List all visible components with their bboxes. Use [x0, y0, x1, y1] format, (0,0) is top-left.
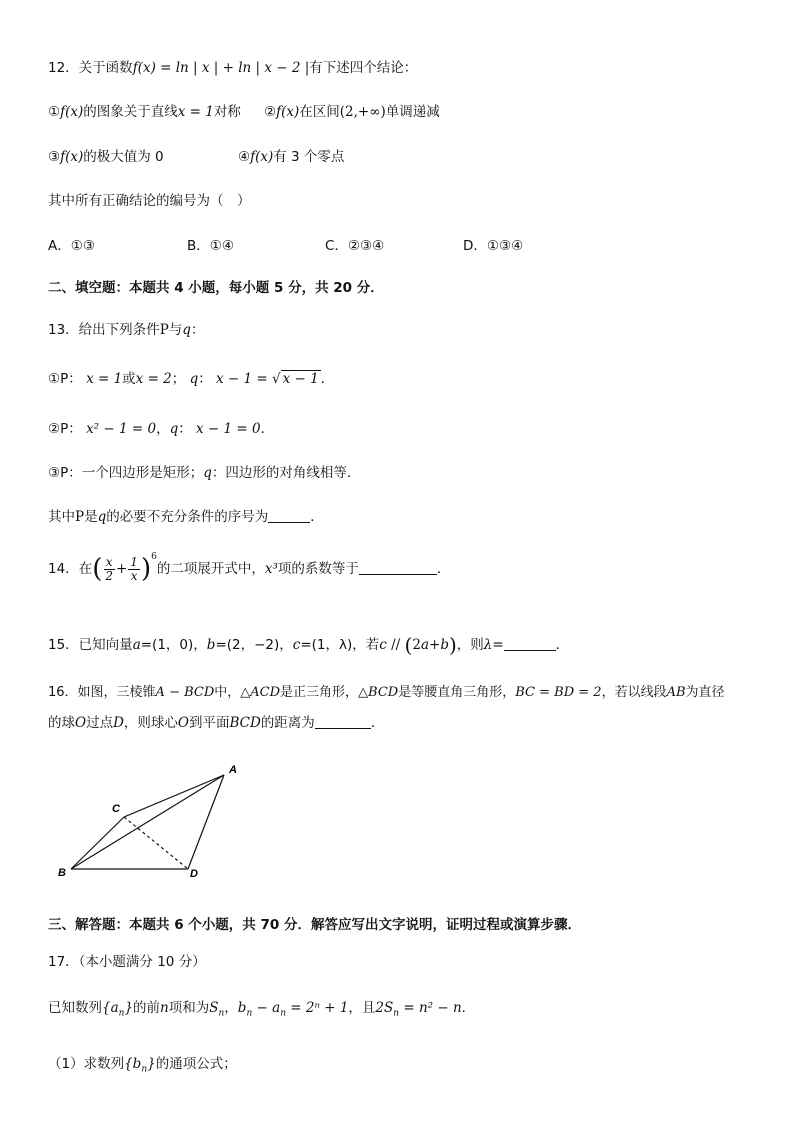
label-b: B: [58, 867, 66, 879]
plus: +: [429, 637, 441, 653]
q12-tail: 有下述四个结论：: [309, 60, 418, 76]
text: ．: [436, 561, 451, 577]
vector-c: c: [292, 637, 301, 653]
math: △ACD: [240, 685, 281, 700]
math: AB: [666, 685, 686, 700]
text: 中，: [214, 685, 241, 700]
radicand: x − 1: [282, 371, 319, 387]
text: 的前: [133, 1000, 161, 1016]
var-q: q: [189, 371, 199, 387]
q16-pyramid-figure: [44, 755, 264, 885]
section-3-heading: 三、解答题：本题共 6 个小题，共 70 分．解答应写出文字说明，证明过程或演算步骤．: [48, 917, 581, 933]
text: 的距离为: [260, 715, 315, 731]
text: ．: [310, 509, 324, 525]
edge-cd-hidden: [124, 817, 188, 869]
text: P：: [60, 421, 82, 437]
text: 对称: [213, 104, 241, 120]
math: BC = BD = 2: [515, 685, 602, 700]
numerator: 1: [130, 554, 138, 569]
var-q: q: [203, 465, 212, 481]
text: 14．在: [48, 561, 93, 577]
q12-option-a[interactable]: A．①③: [48, 238, 95, 254]
math: D: [113, 715, 124, 731]
text: ：: [178, 421, 192, 437]
q12-head: 12．关于函数: [48, 60, 133, 76]
q12-conclusion-4: [238, 145, 344, 165]
exponent: 6: [151, 552, 157, 562]
text: 的极大值为 0: [83, 149, 164, 165]
right-paren: ): [448, 633, 457, 657]
math: {a: [102, 1000, 119, 1016]
math: − a: [252, 1000, 281, 1016]
circled-1: ①: [48, 104, 61, 120]
var-p: P: [159, 322, 169, 338]
q16-stem-line-1: [48, 681, 725, 700]
math: }: [147, 1056, 156, 1072]
var-q: q: [169, 421, 179, 437]
text: =(1，λ)，若: [300, 637, 380, 653]
q13-item-3: [48, 461, 360, 481]
var-q: q: [97, 509, 107, 525]
text: ．: [260, 421, 275, 437]
text: （1）求数列: [48, 1056, 125, 1072]
text: ：: [198, 371, 212, 387]
fx: f(x): [276, 104, 300, 120]
vector-c: c: [379, 637, 387, 653]
edge-ba: [71, 775, 224, 869]
text: 其中: [48, 509, 75, 525]
interval: (2,+∞): [339, 104, 386, 120]
edge-da: [188, 775, 224, 869]
text: 与: [168, 322, 183, 338]
text: ：四边形的对角线相等．: [211, 465, 361, 481]
label-a: A: [229, 764, 237, 776]
fx: f(x): [60, 149, 84, 165]
text: ．: [370, 715, 385, 731]
fraction-x-over-2: [103, 556, 115, 583]
text: =(2，−2)，: [215, 637, 293, 653]
q13-answer-blank[interactable]: [268, 508, 310, 523]
subscript: n: [246, 1008, 253, 1019]
q12-conclusion-1: [48, 100, 241, 120]
numerator: x: [105, 554, 113, 569]
q12-function: f(x) = ln | x | + ln | x − 2 |: [132, 60, 310, 76]
text: ，若以线段: [601, 685, 667, 700]
math: {b: [124, 1056, 142, 1072]
label-c: C: [112, 803, 120, 815]
math: n: [160, 1000, 169, 1016]
left-paren: (: [404, 633, 413, 657]
eq: x² − 1 = 0: [86, 421, 157, 437]
text: 或: [122, 371, 136, 387]
q17-head: 17．（本小题满分 10 分）: [48, 954, 206, 970]
circled-1: ①: [48, 371, 61, 387]
subscript: n: [141, 1064, 148, 1075]
math: b: [237, 1000, 247, 1016]
left-paren: (: [92, 554, 103, 584]
text: 的球: [48, 715, 75, 731]
text: 的通项公式；: [155, 1056, 237, 1072]
q17-part-1: [48, 1052, 237, 1075]
math: △BCD: [358, 685, 399, 700]
text: ，: [224, 1000, 238, 1016]
lambda: λ=: [483, 637, 504, 653]
circled-2: ②: [48, 421, 61, 437]
label-d: D: [190, 868, 198, 880]
circled-3: ③: [48, 149, 61, 165]
q12-option-d[interactable]: D．①③④: [463, 238, 524, 254]
text: 是: [84, 509, 98, 525]
math: O: [75, 715, 87, 731]
text: 有 3 个零点: [273, 149, 345, 165]
denominator: 2: [105, 568, 113, 583]
q12-option-c[interactable]: C．②③④: [325, 238, 385, 254]
edge-ca: [124, 775, 224, 817]
text: 项的系数等于: [277, 561, 359, 577]
eq: x − 1 = 0: [196, 421, 261, 437]
text: ．: [461, 1000, 476, 1016]
q14-answer-blank[interactable]: [359, 560, 437, 575]
text: ，: [156, 421, 170, 437]
math: = 2ⁿ + 1: [285, 1000, 349, 1016]
eq: x = 2: [135, 371, 172, 387]
text: 项和为: [168, 1000, 210, 1016]
math: = n² − n: [399, 1000, 462, 1016]
text: 单调递减: [385, 104, 440, 120]
text: 15．已知向量: [48, 637, 133, 653]
subscript: n: [118, 1008, 125, 1019]
math: }: [124, 1000, 134, 1016]
plus: +: [115, 561, 128, 577]
section-2-heading: 二、填空题：本题共 4 小题，每小题 5 分，共 20 分．: [48, 280, 384, 296]
text: 到平面: [188, 715, 230, 731]
coef: 2: [412, 637, 421, 653]
q15-stem: [48, 632, 569, 658]
circled-3: ③: [48, 465, 61, 481]
math: S: [209, 1000, 219, 1016]
text: 是正三角形，: [280, 685, 359, 700]
q12-option-b[interactable]: B．①④: [187, 238, 234, 254]
text: ；: [171, 371, 186, 387]
text: ，则: [456, 637, 484, 653]
text: 是等腰直角三角形，: [398, 685, 516, 700]
text: =(1，0)，: [140, 637, 207, 653]
text: ：: [190, 322, 205, 338]
text: ，且: [348, 1000, 376, 1016]
var-q: q: [182, 322, 191, 338]
circled-4: ④: [238, 149, 251, 165]
eq: x = 1: [177, 104, 214, 120]
vector-a: a: [132, 637, 141, 653]
parallel: //: [386, 637, 405, 653]
text: 过点: [86, 715, 114, 731]
q16-answer-blank[interactable]: [315, 714, 371, 729]
math: A − BCD: [155, 685, 215, 700]
math: BCD: [229, 715, 261, 731]
text: 在区间: [299, 104, 340, 120]
text: ，则球心: [123, 715, 178, 731]
text: 已知数列: [48, 1000, 102, 1016]
text: P：: [60, 371, 82, 387]
q15-answer-blank[interactable]: [504, 636, 556, 651]
subscript: n: [218, 1008, 225, 1019]
text: 的二项展开式中，: [156, 561, 265, 577]
q17-stem: [48, 996, 475, 1019]
circled-2: ②: [264, 104, 277, 120]
subscript: n: [280, 1008, 286, 1019]
q12-conclusion-3: [48, 145, 164, 165]
fx: f(x): [60, 104, 84, 120]
denominator: x: [130, 568, 138, 583]
text: 的必要不充分条件的序号为: [106, 509, 269, 525]
q13-item-1: ①P： x = 1或x = 2； q： x − 1 = √ x − 1 ．: [48, 371, 335, 387]
vector-b: b: [440, 637, 449, 653]
eq: x − 1 =: [216, 371, 268, 387]
text: 的图象关于直线: [83, 104, 178, 120]
text: 13．给出下列条件: [48, 322, 160, 338]
text: ．: [320, 371, 335, 387]
vector-b: b: [206, 637, 216, 653]
text: ．: [555, 637, 570, 653]
term: x³: [264, 561, 278, 577]
vector-a: a: [420, 637, 429, 653]
q13-item-2: [48, 417, 274, 437]
q13-stem: [48, 318, 204, 338]
q16-stem-line-2: [48, 711, 384, 731]
fraction-1-over-x: [128, 556, 140, 583]
math: O: [177, 715, 189, 731]
text: 为直径: [685, 685, 725, 700]
subscript: n: [393, 1008, 400, 1019]
text: 16．如图，三棱锥: [48, 685, 156, 700]
fx: f(x): [250, 149, 274, 165]
right-paren: ): [140, 554, 152, 584]
q12-conclusion-2: [264, 100, 440, 120]
math: 2S: [375, 1000, 394, 1016]
text: P：一个四边形是矩形；: [60, 465, 204, 481]
q13-question: [48, 505, 324, 525]
q12-prompt: 其中所有正确结论的编号为（ ）: [48, 193, 251, 209]
q12-stem: [48, 56, 417, 76]
q14-stem: [48, 552, 450, 583]
var-p: P: [75, 509, 85, 525]
edge-bc: [71, 817, 124, 869]
eq: x = 1: [86, 371, 123, 387]
